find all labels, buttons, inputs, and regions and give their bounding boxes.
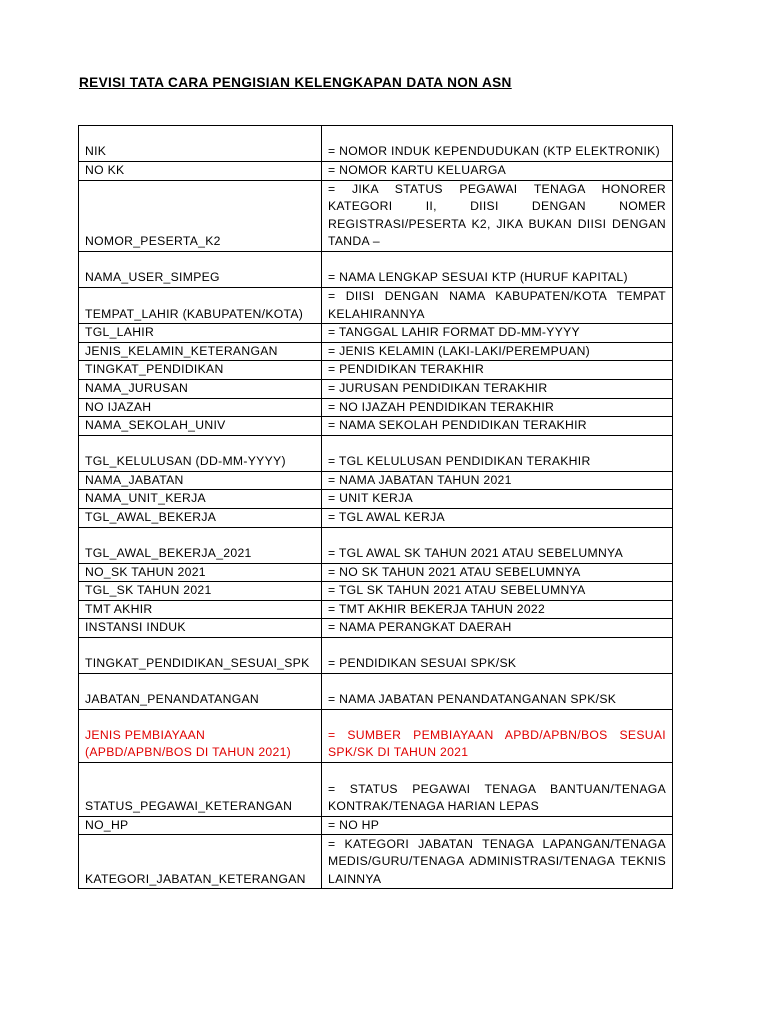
table-row [79,398,673,417]
field-name: NAMA_SEKOLAH_UNIV [79,417,322,436]
field-name: TGL_KELULUSAN (DD-MM-YYYY) [79,435,322,471]
field-description: = TGL KELULUSAN PENDIDIKAN TERAKHIR [322,435,673,471]
field-name: STATUS_PEGAWAI_KETERANGAN [79,762,322,816]
field-name: KATEGORI_JABATAN_KETERANGAN [79,835,322,889]
field-name: NO KK [79,162,322,181]
field-description: = NAMA JABATAN PENANDATANGANAN SPK/SK [322,673,673,709]
table-row [79,637,673,673]
field-description: = TGL AWAL SK TAHUN 2021 ATAU SEBELUMNYA [322,527,673,563]
field-description: = NO IJAZAH PENDIDIKAN TERAKHIR [322,398,673,417]
field-description: = JIKA STATUS PEGAWAI TENAGA HONORER KATEGORI II, DIISI DENGAN NOMER REGISTRASI/PESERTA K2, JIKA BUKAN DIISI DENGAN TANDA – [322,180,673,251]
table-row [79,361,673,380]
field-description: = NAMA LENGKAP SESUAI KTP (HURUF KAPITAL) [322,251,673,287]
field-description: = TMT AKHIR BEKERJA TAHUN 2022 [322,600,673,619]
table-row [79,490,673,509]
table-row [79,251,673,287]
table-row [79,527,673,563]
field-name: JENIS PEMBIAYAAN (APBD/APBN/BOS DI TAHUN 2021) [79,709,322,762]
field-description: = PENDIDIKAN SESUAI SPK/SK [322,637,673,673]
field-description: = UNIT KERJA [322,490,673,509]
table-row [79,619,673,638]
field-description: = SUMBER PEMBIAYAAN APBD/APBN/BOS SESUAI SPK/SK DI TAHUN 2021 [322,709,673,762]
field-description: = NOMOR KARTU KELUARGA [322,162,673,181]
field-description: = TANGGAL LAHIR FORMAT DD-MM-YYYY [322,324,673,343]
field-name: INSTANSI INDUK [79,619,322,638]
field-name: TINGKAT_PENDIDIKAN_SESUAI_SPK [79,637,322,673]
field-description: = NOMOR INDUK KEPENDUDUKAN (KTP ELEKTRONIK) [322,126,673,162]
field-description: = NAMA JABATAN TAHUN 2021 [322,471,673,490]
table-row [79,287,673,323]
field-name: NO IJAZAH [79,398,322,417]
table-row [79,324,673,343]
field-description: = JURUSAN PENDIDIKAN TERAKHIR [322,379,673,398]
table-row [79,816,673,835]
field-name: NAMA_JURUSAN [79,379,322,398]
field-name: NAMA_USER_SIMPEG [79,251,322,287]
field-description: = NO HP [322,816,673,835]
field-name: JENIS_KELAMIN_KETERANGAN [79,342,322,361]
table-row [79,162,673,181]
table-row [79,180,673,251]
field-name: JABATAN_PENANDATANGAN [79,673,322,709]
field-name: NO_SK TAHUN 2021 [79,563,322,582]
field-description: = KATEGORI JABATAN TENAGA LAPANGAN/TENAGA MEDIS/GURU/TENAGA ADMINISTRASI/TENAGA TEKNIS LAINNYA [322,835,673,889]
table-row [79,417,673,436]
table-row-highlighted [79,709,673,762]
field-name: TGL_LAHIR [79,324,322,343]
field-name: TMT AKHIR [79,600,322,619]
field-description: = JENIS KELAMIN (LAKI-LAKI/PEREMPUAN) [322,342,673,361]
field-name: NAMA_UNIT_KERJA [79,490,322,509]
field-name: NO_HP [79,816,322,835]
field-name: TEMPAT_LAHIR (KABUPATEN/KOTA) [79,287,322,323]
field-name: NAMA_JABATAN [79,471,322,490]
field-description: = PENDIDIKAN TERAKHIR [322,361,673,380]
field-description: = DIISI DENGAN NAMA KABUPATEN/KOTA TEMPAT KELAHIRANNYA [322,287,673,323]
table-row [79,379,673,398]
field-name: TINGKAT_PENDIDIKAN [79,361,322,380]
table-row [79,563,673,582]
table-row [79,435,673,471]
field-description: = NAMA PERANGKAT DAERAH [322,619,673,638]
field-description: = NO SK TAHUN 2021 ATAU SEBELUMNYA [322,563,673,582]
table-row [79,342,673,361]
table-row [79,600,673,619]
field-description: = TGL SK TAHUN 2021 ATAU SEBELUMNYA [322,582,673,601]
field-description: = NAMA SEKOLAH PENDIDIKAN TERAKHIR [322,417,673,436]
field-name: NIK [79,126,322,162]
field-definition-table [78,125,673,889]
table-row [79,126,673,162]
field-description: = STATUS PEGAWAI TENAGA BANTUAN/TENAGA KONTRAK/TENAGA HARIAN LEPAS [322,762,673,816]
field-name: TGL_AWAL_BEKERJA [79,508,322,527]
table-row [79,582,673,601]
table-row [79,673,673,709]
field-description: = TGL AWAL KERJA [322,508,673,527]
field-name: TGL_AWAL_BEKERJA_2021 [79,527,322,563]
document-title: REVISI TATA CARA PENGISIAN KELENGKAPAN DATA NON ASN [79,75,512,90]
table-row [79,762,673,816]
field-name: NOMOR_PESERTA_K2 [79,180,322,251]
table-row [79,471,673,490]
field-name: TGL_SK TAHUN 2021 [79,582,322,601]
table-row [79,508,673,527]
table-row [79,835,673,889]
